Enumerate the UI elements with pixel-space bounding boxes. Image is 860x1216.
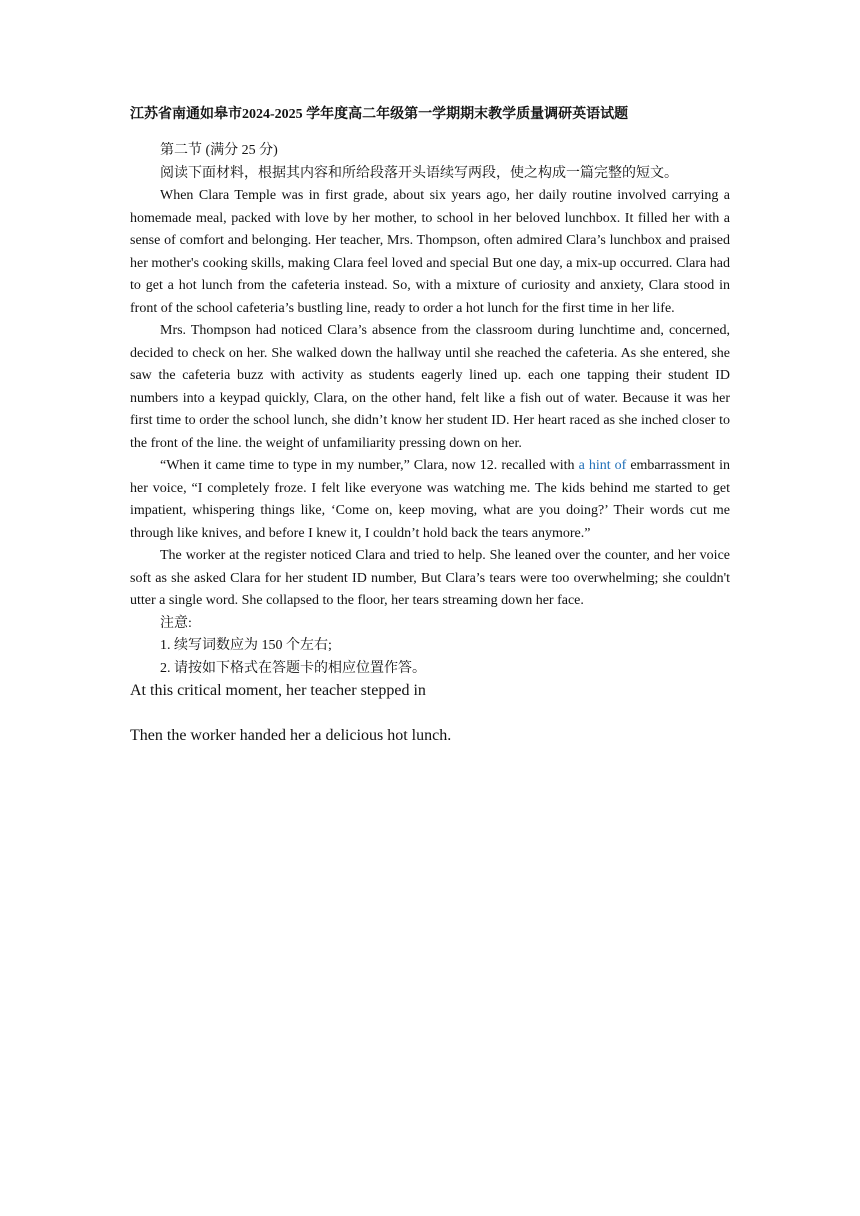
story-paragraph-4: The worker at the register noticed Clara and tried to help. She leaned over the counter, and her voice soft as she asked Clara for her student ID number, But Clara’s tears were too overwhelming; she couldn't utter a single word. She collapsed to the floor, her tears streaming down her face. [130,548,730,608]
story-paragraph-3 [130,455,730,545]
paragraph-starter-2: Then the worker handed her a delicious hot lunch. [130,727,452,744]
section-heading: 第二节 (满分 25 分) [160,143,278,158]
story-paragraph-3-end: embarrassment in her voice, “I completely froze. I felt like everyone was watching me. The kids behind me started to get impatient, whispering things like, ‘Come on, keep moving, what are you doing?’ Their words cut me through like knives, and before I knew it, I couldn’t hold back the tears anymore.” [130,458,730,541]
note-item-2: 2. 请按如下格式在答题卡的相应位置作答。 [160,660,426,676]
document-page [130,104,730,747]
task-instruction: 阅读下面材料，根据其内容和所给段落开头语续写两段，使之构成一篇完整的短文。 [160,165,678,181]
highlighted-phrase: a hint of [578,458,627,473]
story-paragraph-3-start: “When it came time to type in my number,” Clara, now 12. recalled with [160,458,579,473]
notes-heading: 注意: [160,615,192,631]
paragraph-starter-1: At this critical moment, her teacher stepped in [130,682,426,699]
note-item-1: 1. 续写词数应为 150 个左右; [160,638,332,653]
story-paragraph-1: When Clara Temple was in first grade, about six years ago, her daily routine involved carrying a homemade meal, packed with love by her mother, to school in her beloved lunchbox. It filled her with a sense of comfort and belonging. Her teacher, Mrs. Thompson, often admired Clara’s lunchbox and praised her mother's cooking skills, making Clara feel loved and special But one day, a mix-up occurred. Clara had to get a hot lunch from the cafeteria instead. So, with a mixture of curiosity and anxiety, Clara stood in front of the school cafeteria’s bustling line, ready to order a hot lunch for the first time in her life. [130,188,730,316]
exam-title: 江苏省南通如皋市2024-2025 学年度高二年级第一学期期末教学质量调研英语试题 [130,107,629,122]
story-paragraph-2: Mrs. Thompson had noticed Clara’s absence from the classroom during lunchtime and, concerned, decided to check on her. She walked down the hallway until she reached the cafeteria. As she entered, she saw the cafeteria buzz with activity as students eagerly lined up. each one tapping their student ID numbers into a keypad quickly, Clara, on the other hand, felt like a fish out of water. Because it was her first time to order the school lunch, she didn’t know her student ID. Her heart raced as she inched closer to the front of the line. the weight of unfamiliarity pressing down on her. [130,323,730,451]
